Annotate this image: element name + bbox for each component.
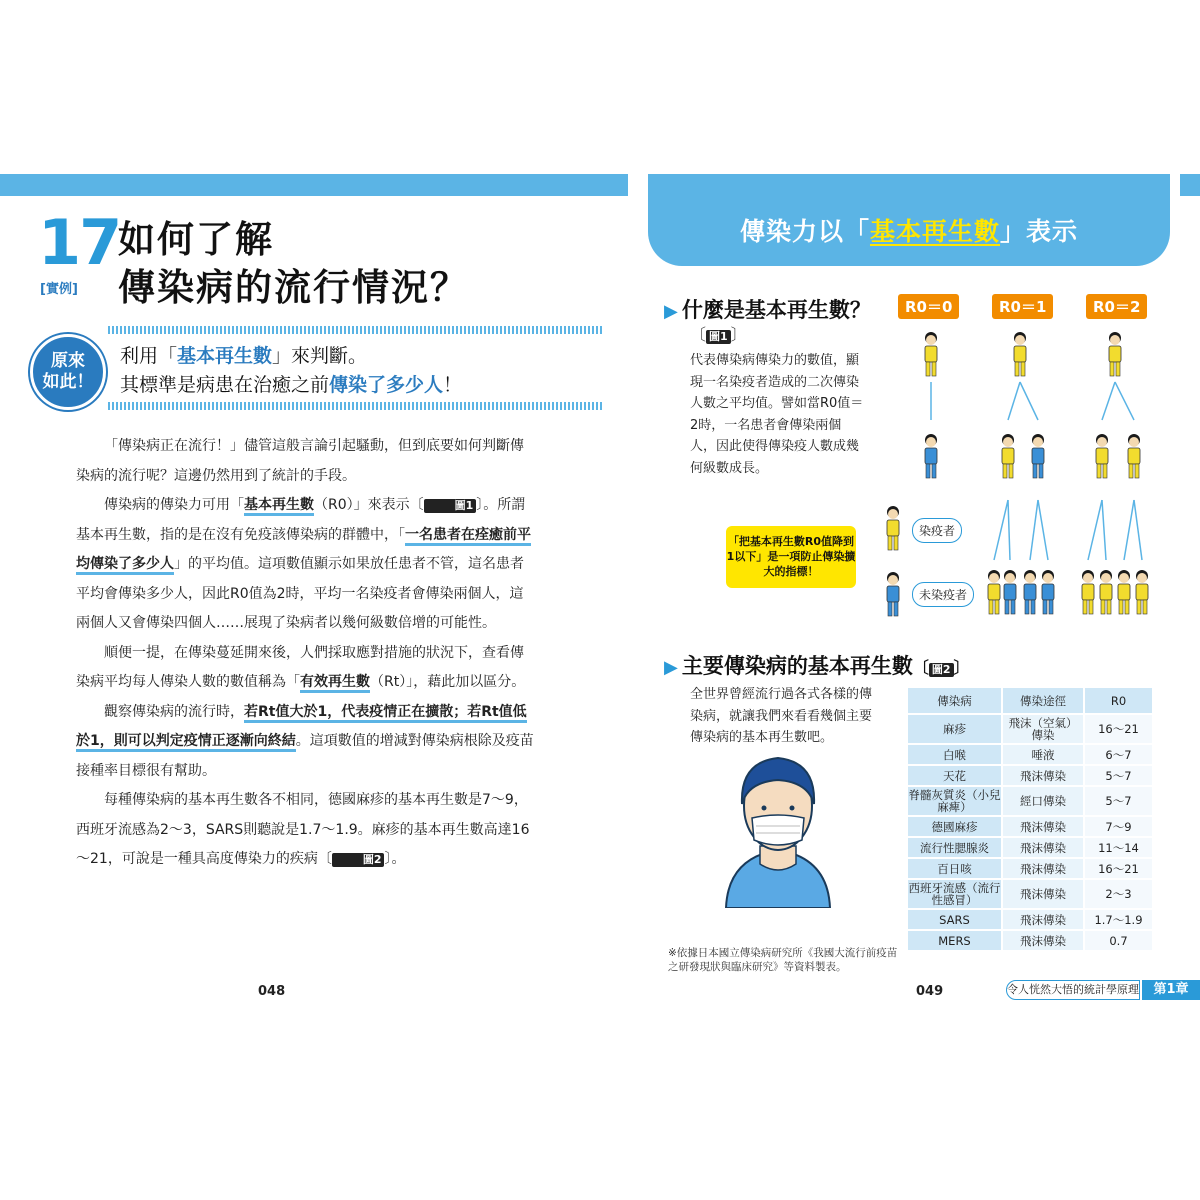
table-header: R0 (1084, 688, 1153, 714)
heading-main-r0: ▶ 主要傳染病的基本再生數〔 圖2 〕 (664, 654, 970, 678)
divider-bottom (108, 402, 602, 410)
heading-what-is-r0: ▶ 什麼是基本再生數？ (664, 298, 871, 322)
masked-person-illustration (718, 748, 838, 908)
table-header: 傳染病 (908, 688, 1002, 714)
paragraph: 「傳染病正在流行！」儘管這般言論引起騷動，但到底要如何判斷傳染病的流行呢？這邊仍然用到了統計的手段。 (76, 438, 524, 484)
figure-ref: 圖1 (424, 499, 477, 513)
aha-badge: 原來 如此！ (30, 334, 106, 410)
r0-diagram (870, 320, 1170, 630)
top-bar-left (0, 174, 628, 196)
top-bar-right (648, 174, 1170, 196)
top-bar-right-edge (1180, 174, 1200, 196)
r0-tip-box: 「把基本再生數R0值降到1以下」是一項防止傳染擴大的指標！ (726, 526, 856, 588)
section-banner: 傳染力以「 基本再生數 」表示 (648, 194, 1170, 266)
running-footer: 令人恍然大悟的統計學原理 (1006, 980, 1140, 1000)
table-row: 百日咳 飛沫傳染 16～21 (908, 858, 1153, 879)
table-row: 麻疹 飛沫（空氣）傳染 16～21 (908, 714, 1153, 744)
table-row: 天花 飛沫傳染 5～7 (908, 765, 1153, 786)
table-row: SARS 飛沫傳染 1.7～1.9 (908, 909, 1153, 930)
chapter-number: 17 (38, 206, 121, 279)
r0-description: 代表傳染病傳染力的數值，顯現一名染疫者造成的二次傳染人數之平均值。譬如當R0值＝2時，一名患者會傳染兩個人，因此使得傳染疫人數成幾何級數成長。 (690, 353, 864, 476)
table-header: 傳染途徑 (1002, 688, 1084, 714)
table-intro: 全世界曾經流行過各式各樣的傳染病，就讓我們來看看幾個主要傳染病的基本再生數吧。 (690, 687, 873, 745)
body-text (76, 432, 534, 875)
chapter-tab: 第1章 (1142, 980, 1200, 1000)
paragraph: 觀察傳染病的流行時，若Rt值大於1，代表疫情正在擴散；若Rt值低於1，則可以判定疫情正逐漸向終結。這項數值的增減對傳染病根除及疫苗接種率目標很有幫助。 (76, 703, 534, 779)
label-uninfected: 未染疫者 (912, 582, 974, 607)
divider-top (108, 326, 602, 334)
fig1-ref: 〔 圖1 〕 (690, 325, 747, 344)
r0-badge-2: R0＝2 (1086, 294, 1147, 319)
section-tag: [實例] (40, 282, 78, 297)
r0-table (908, 688, 1154, 952)
table-row: 脊髓灰質炎（小兒麻痺） 經口傳染 5～7 (908, 786, 1153, 816)
table-row: 西班牙流感（流行性感冒） 飛沫傳染 2～3 (908, 879, 1153, 909)
page-title: 如何了解 傳染病的流行情況？ (118, 218, 469, 309)
label-infected: 染疫者 (912, 518, 962, 543)
page-number-left: 048 (258, 984, 286, 999)
r0-badge-0: R0＝0 (898, 294, 959, 319)
page-number-right: 049 (916, 984, 944, 999)
figure-ref: 圖2 (332, 853, 385, 867)
table-row: MERS 飛沫傳染 0.7 (908, 930, 1153, 951)
paragraph: 傳染病的傳染力可用「基本再生數（R0）」來表示〔 圖1 〕。所謂基本再生數，指的是在沒有免疫該傳染病的群體中，「一名患者在痊癒前平均傳染了多少人」的平均值。這項數值顯示如果放任患者不管，這名患者平均會傳染多少人，因此R0值為2時，平均一名染疫者會傳染兩個人，這兩個人又會傳染四個人……展現了染病者以幾何級數倍增的可能性。 (76, 497, 531, 631)
table-row: 白喉 唾液 6～7 (908, 744, 1153, 765)
lead-summary: 利用「基本再生數」來判斷。 其標準是病患在治癒之前傳染了多少人！ (120, 345, 463, 396)
paragraph: 每種傳染病的基本再生數各不相同，德國麻疹的基本再生數是7～9，西班牙流感為2～3，SARS則聽說是1.7～1.9。麻疹的基本再生數高達16～21，可說是一種具高度傳染力的疾病〔 圖2 〕。 (76, 792, 530, 867)
paragraph: 順便一提，在傳染蔓延開來後，人們採取應對措施的狀況下，查看傳染病平均每人傳染人數的數值稱為「有效再生數（Rt）」，藉此加以區分。 (76, 639, 534, 698)
r0-badge-1: R0＝1 (992, 294, 1053, 319)
table-row: 德國麻疹 飛沫傳染 7～9 (908, 816, 1153, 837)
table-row: 流行性腮腺炎 飛沫傳染 11～14 (908, 837, 1153, 858)
source-note: ※依據日本國立傳染病研究所《我國大流行前疫苗之研發現狀與臨床研究》等資料製表。 (668, 947, 898, 973)
